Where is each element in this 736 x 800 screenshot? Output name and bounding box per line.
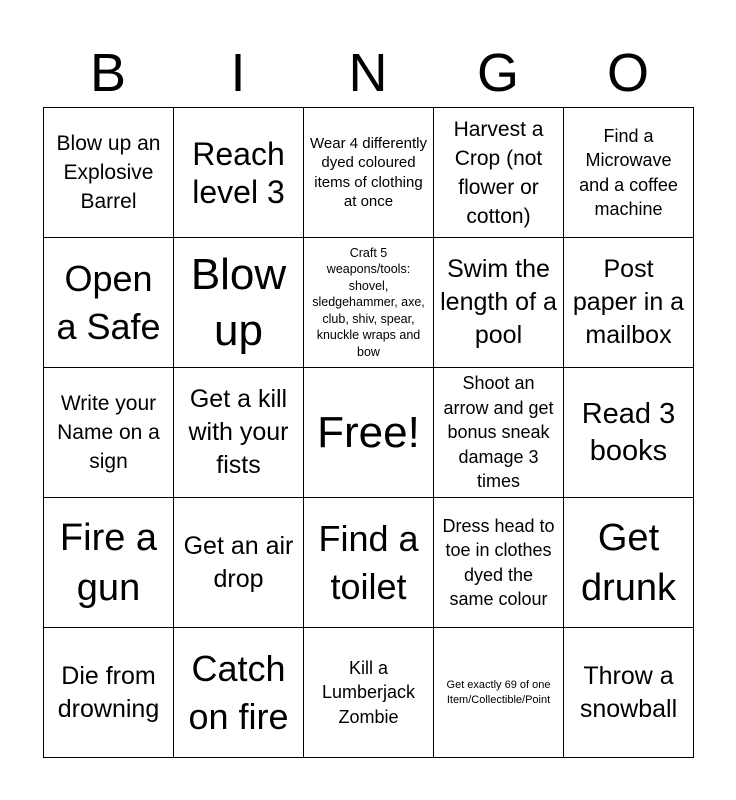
header-letter-n: N [348, 43, 388, 103]
bingo-grid [43, 107, 694, 758]
bingo-cell[interactable]: Get exactly 69 of one Item/Collectible/Point [434, 628, 564, 758]
bingo-cell[interactable]: Die from drowning [44, 628, 174, 758]
bingo-cell[interactable]: Open a Safe [44, 238, 174, 368]
header-letter-b: B [89, 43, 127, 103]
bingo-cell[interactable]: Find a toilet [304, 498, 434, 628]
bingo-cell[interactable]: Fire a gun [44, 498, 174, 628]
bingo-cell[interactable]: Get an air drop [174, 498, 304, 628]
bingo-cell[interactable]: Throw a snowball [564, 628, 694, 758]
grid-row [44, 498, 694, 628]
header-letter-g: G [476, 43, 519, 103]
bingo-cell[interactable]: Kill a Lumberjack Zombie [304, 628, 434, 758]
grid-row [44, 368, 694, 498]
bingo-cell[interactable]: Find a Microwave and a coffee machine [564, 108, 694, 238]
bingo-cell-free[interactable]: Free! [304, 368, 434, 498]
bingo-cell[interactable]: Catch on fire [174, 628, 304, 758]
bingo-cell[interactable]: Post paper in a mailbox [564, 238, 694, 368]
bingo-cell[interactable]: Write your Name on a sign [44, 368, 174, 498]
bingo-cell[interactable]: Get drunk [564, 498, 694, 628]
bingo-cell[interactable]: Craft 5 weapons/tools: shovel, sledgehammer, axe, club, shiv, spear, knuckle wraps and bow [304, 238, 434, 368]
bingo-header [43, 38, 693, 108]
bingo-cell[interactable]: Shoot an arrow and get bonus sneak damage 3 times [434, 368, 564, 498]
bingo-cell[interactable]: Read 3 books [564, 368, 694, 498]
bingo-cell[interactable]: Blow up [174, 238, 304, 368]
header-letter-i: I [230, 43, 246, 103]
bingo-cell[interactable]: Swim the length of a pool [434, 238, 564, 368]
grid-row [44, 628, 694, 758]
bingo-cell[interactable]: Blow up an Explosive Barrel [44, 108, 174, 238]
header-letter-o: O [606, 43, 649, 103]
bingo-cell[interactable]: Get a kill with your fists [174, 368, 304, 498]
grid-row [44, 108, 694, 238]
bingo-cell[interactable]: Dress head to toe in clothes dyed the same colour [434, 498, 564, 628]
bingo-cell[interactable]: Reach level 3 [174, 108, 304, 238]
bingo-cell[interactable]: Harvest a Crop (not flower or cotton) [434, 108, 564, 238]
grid-row [44, 238, 694, 368]
bingo-cell[interactable]: Wear 4 differently dyed coloured items of clothing at once [304, 108, 434, 238]
